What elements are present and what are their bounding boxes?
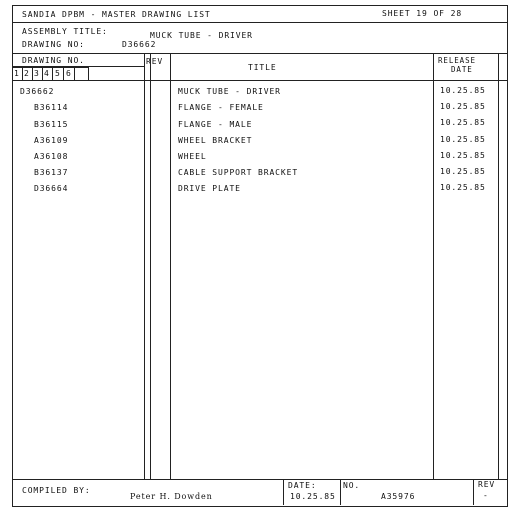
level-2: 2	[24, 69, 29, 78]
sheet-title: SANDIA DPBM - MASTER DRAWING LIST	[22, 10, 211, 19]
date-value: 10.25.85	[290, 492, 336, 501]
col-sep-date-left	[433, 53, 434, 479]
rev-header: REV	[146, 57, 164, 66]
row-release-date: 10.25.85	[440, 102, 486, 111]
row-release-date: 10.25.85	[440, 151, 486, 160]
footer-rev-value: -	[483, 491, 489, 500]
footer-rev-label: REV	[478, 480, 496, 489]
compiled-by-value: Peter H. Dowden	[130, 492, 213, 501]
assembly-title-label: ASSEMBLY TITLE:	[22, 27, 108, 36]
level-3: 3	[34, 69, 39, 78]
row-title: WHEEL	[178, 152, 207, 161]
row-drawing-no: D36664	[34, 184, 69, 193]
row-release-date: 10.25.85	[440, 135, 486, 144]
level-6: 6	[66, 69, 71, 78]
compiled-by-label: COMPILED BY:	[22, 486, 91, 495]
col-sep-rev-right	[150, 53, 151, 479]
level-1: 1	[14, 69, 19, 78]
row-title: WHEEL BRACKET	[178, 136, 253, 145]
row-release-date: 10.25.85	[440, 86, 486, 95]
release-date-header: DATE	[451, 65, 473, 74]
release-header: RELEASE	[438, 56, 476, 65]
drawing-no-value: D36662	[122, 40, 157, 49]
footer-divider	[12, 479, 507, 480]
row-release-date: 10.25.85	[440, 183, 486, 192]
sheet-number: SHEET 19 OF 28	[382, 9, 463, 18]
level-4: 4	[44, 69, 49, 78]
row-title: FLANGE - MALE	[178, 120, 253, 129]
header-divider	[12, 22, 507, 23]
document-no-value: A35976	[381, 492, 416, 501]
drawing-no-label: DRAWING NO:	[22, 40, 85, 49]
row-drawing-no: D36662	[20, 87, 55, 96]
col-sep-title-left	[170, 53, 171, 479]
drawing-no-header: DRAWING NO.	[22, 56, 85, 65]
row-drawing-no: A36108	[34, 152, 69, 161]
level-5: 5	[55, 69, 60, 78]
assembly-title-value: MUCK TUBE - DRIVER	[150, 31, 253, 40]
row-drawing-no: B36114	[34, 103, 69, 112]
row-drawing-no: B36115	[34, 120, 69, 129]
row-drawing-no: A36109	[34, 136, 69, 145]
row-title: MUCK TUBE - DRIVER	[178, 87, 281, 96]
row-title: DRIVE PLATE	[178, 184, 241, 193]
title-header: TITLE	[248, 63, 277, 72]
document-no-label: NO.	[343, 481, 361, 490]
row-release-date: 10.25.85	[440, 118, 486, 127]
row-title: CABLE SUPPORT BRACKET	[178, 168, 299, 177]
row-drawing-no: B36137	[34, 168, 69, 177]
col-sep-rev-left	[144, 53, 145, 479]
col-sep-date-right	[498, 53, 499, 479]
row-release-date: 10.25.85	[440, 167, 486, 176]
date-label: DATE:	[288, 481, 317, 490]
row-title: FLANGE - FEMALE	[178, 103, 264, 112]
